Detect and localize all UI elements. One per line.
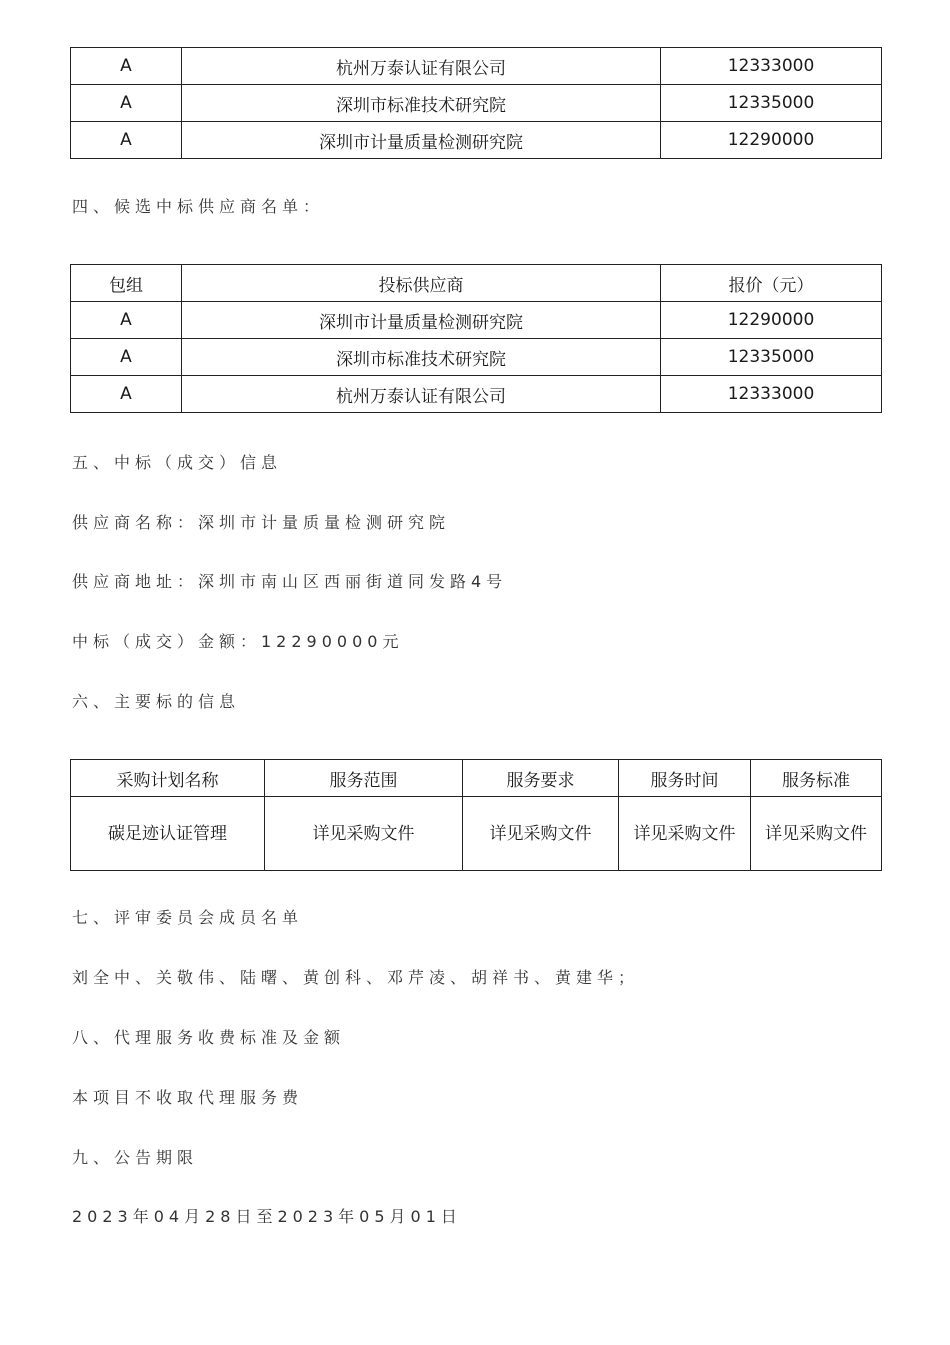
section4-title: 四、候选中标供应商名单： [72,197,325,216]
table-row [71,339,882,376]
header-scope: 服务范围 [265,760,463,797]
supplier-cell: 深圳市计量质量检测研究院 [182,122,661,159]
table-header-row [71,265,882,302]
section7-title: 七、评审委员会成员名单 [72,908,304,927]
time-cell: 详见采购文件 [619,797,751,871]
section9-title: 九、公告期限 [72,1148,199,1167]
header-plan-name: 采购计划名称 [71,760,265,797]
candidate-suppliers-table [70,264,882,413]
table-row [71,302,882,339]
scope-cell: 详见采购文件 [265,797,463,871]
price-cell: 12333000 [661,376,882,413]
supplier-cell: 深圳市标准技术研究院 [182,85,661,122]
supplier-address: 供应商地址：深圳市南山区西丽街道同发路4号 [72,572,508,591]
table-row [71,85,882,122]
header-price: 报价（元） [661,265,882,302]
requirements-cell: 详见采购文件 [463,797,619,871]
section6-title: 六、主要标的信息 [72,692,241,711]
price-cell: 12290000 [661,302,882,339]
supplier-cell: 深圳市标准技术研究院 [182,339,661,376]
section5-title: 五、中标（成交）信息 [72,453,283,472]
notice-period: 2023年04月28日至2023年05月01日 [72,1207,462,1226]
agency-fee-text: 本项目不收取代理服务费 [72,1088,304,1107]
supplier-cell: 杭州万泰认证有限公司 [182,376,661,413]
subject-info-table [70,759,882,871]
supplier-cell: 深圳市计量质量检测研究院 [182,302,661,339]
package-cell: A [71,85,182,122]
header-requirements: 服务要求 [463,760,619,797]
package-cell: A [71,122,182,159]
price-cell: 12335000 [661,339,882,376]
table-row [71,122,882,159]
plan-name-cell: 碳足迹认证管理 [71,797,265,871]
package-cell: A [71,48,182,85]
table-header-row [71,760,882,797]
price-cell: 12290000 [661,122,882,159]
committee-members: 刘全中、关敬伟、陆曙、黄创科、邓芹凌、胡祥书、黄建华； [72,968,640,987]
supplier-name: 供应商名称：深圳市计量质量检测研究院 [72,513,451,532]
header-standard: 服务标准 [751,760,882,797]
header-package: 包组 [71,265,182,302]
standard-cell: 详见采购文件 [751,797,882,871]
table-row [71,797,882,871]
price-cell: 12335000 [661,85,882,122]
header-supplier: 投标供应商 [182,265,661,302]
award-amount: 中标（成交）金额：12290000元 [72,632,404,651]
bid-results-table [70,47,882,159]
table-row [71,376,882,413]
package-cell: A [71,339,182,376]
header-time: 服务时间 [619,760,751,797]
package-cell: A [71,302,182,339]
price-cell: 12333000 [661,48,882,85]
section8-title: 八、代理服务收费标准及金额 [72,1028,346,1047]
package-cell: A [71,376,182,413]
table-row [71,48,882,85]
supplier-cell: 杭州万泰认证有限公司 [182,48,661,85]
